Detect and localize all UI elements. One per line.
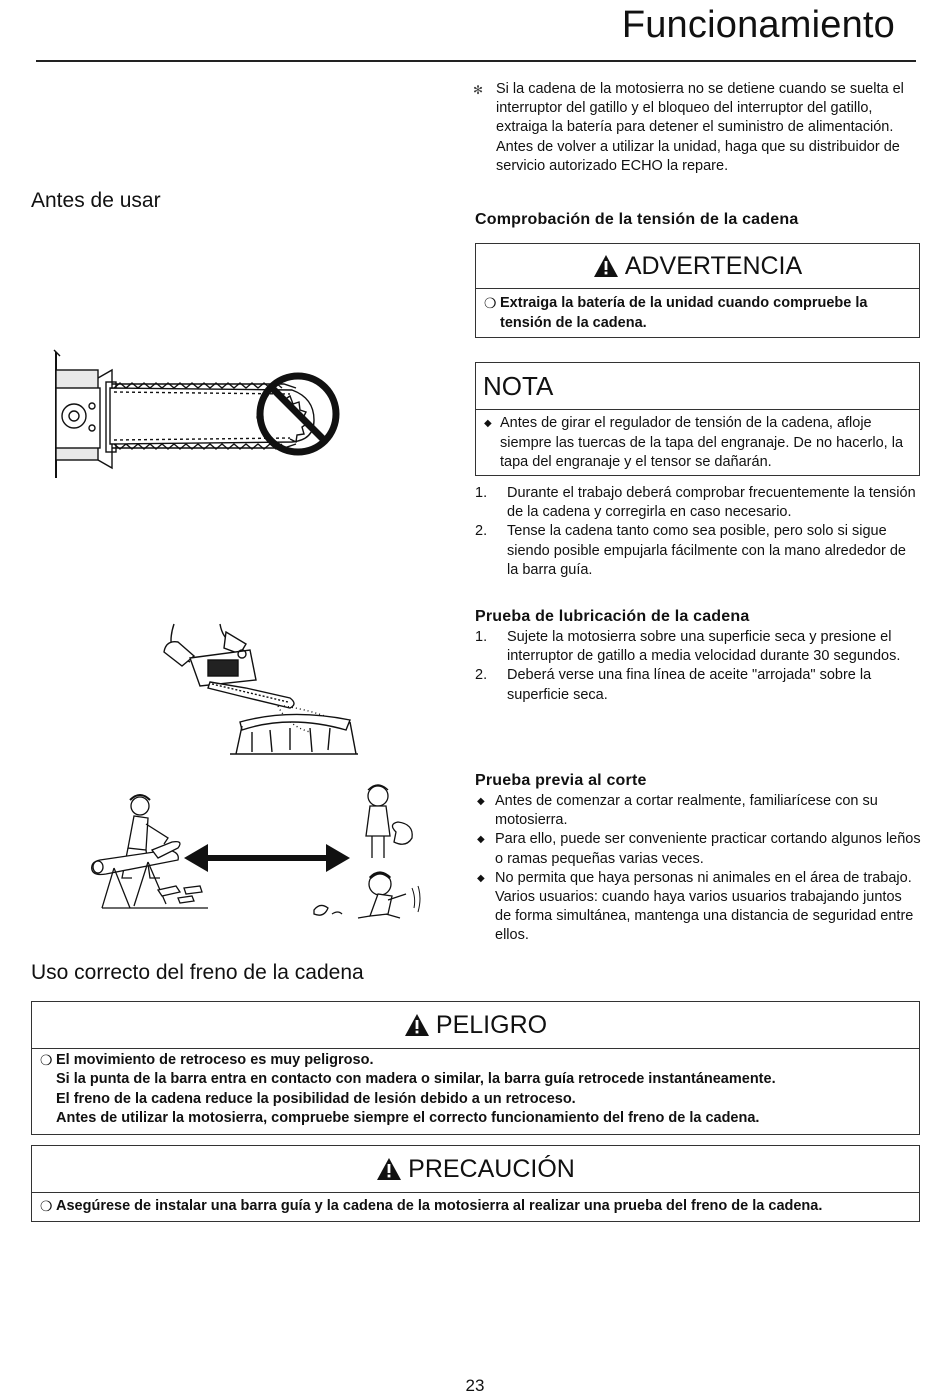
warning-box-bullet bbox=[476, 289, 919, 333]
list-item: 2. Deberá verse una fina línea de aceite "arrojada" sobre la superficie seca. bbox=[475, 667, 872, 703]
danger-line: El movimiento de retroceso es muy peligroso. bbox=[56, 1052, 374, 1068]
tension-steps-list bbox=[475, 484, 921, 580]
warning-triangle-icon bbox=[376, 1157, 402, 1181]
diamond-bullet-icon: ◆ bbox=[484, 418, 492, 429]
danger-line: Antes de utilizar la motosierra, compruebe siempre el correcto funcionamiento del freno de la cadena. bbox=[56, 1110, 760, 1127]
caution-box bbox=[31, 1145, 920, 1222]
intro-note-text: Si la cadena de la motosierra no se detiene cuando se suelta el interruptor del gatillo y el bloqueo del interruptor del gatillo, extraiga la batería para detener el suministro de alimentación. Antes de volver a utilizar la unidad, haga que su distribuidor de servicio autorizado ECHO la repare. bbox=[496, 81, 904, 174]
note-box-text: Antes de girar el regulador de tensión de la cadena, afloje siempre las tuercas de la tapa del engranaje. De no hacerlo, la tapa del engranaje y el tensor se dañarán. bbox=[500, 415, 904, 470]
caution-box-bullet bbox=[32, 1193, 919, 1216]
double-arrow-icon bbox=[184, 844, 350, 872]
pre-cut-list bbox=[475, 792, 921, 946]
intro-note bbox=[473, 80, 921, 176]
list-item: ◆ Para ello, puede ser conveniente practicar cortando algunos leños o ramas pequeñas varias veces. bbox=[477, 831, 921, 867]
note-box-header bbox=[476, 363, 919, 410]
subsection-title-prueba-previa: Prueba previa al corte bbox=[475, 772, 647, 789]
safety-distance-illustration bbox=[88, 778, 423, 923]
caution-box-header bbox=[32, 1146, 919, 1193]
diamond-bullet-icon: ◆ bbox=[477, 872, 485, 884]
danger-box-title: PELIGRO bbox=[435, 1010, 548, 1039]
warning-box-header bbox=[476, 244, 919, 289]
warning-triangle-icon bbox=[593, 254, 619, 278]
subsection-title-tension: Comprobación de la tensión de la cadena bbox=[475, 211, 799, 228]
lubrication-steps-list bbox=[475, 628, 921, 705]
circle-bullet-icon: ❍ bbox=[40, 1052, 53, 1068]
list-item: ◆ No permita que haya personas ni animales en el área de trabajo. Varios usuarios: cuando haya varios usuarios trabajando juntos de forma simultánea, mantenga una distancia de seguridad entre ellos. bbox=[477, 869, 914, 944]
header-rule bbox=[36, 60, 916, 62]
diamond-bullet-icon: ◆ bbox=[477, 796, 485, 807]
note-box-bullet bbox=[476, 410, 919, 473]
section-title-uso-correcto: Uso correcto del freno de la cadena bbox=[31, 961, 364, 984]
danger-box-bullet bbox=[40, 1051, 911, 1129]
list-item: ◆ Antes de comenzar a cortar realmente, familiarícese con su motosierra. bbox=[477, 793, 878, 829]
page-number: 23 bbox=[465, 1376, 485, 1395]
list-item: 2. Tense la cadena tanto como sea posible, pero solo si sigue siendo posible empujarla fácilmente con la mano alrededor de la barra guía. bbox=[475, 523, 906, 578]
caution-box-text: Asegúrese de instalar una barra guía y la cadena de la motosierra al realizar una prueba del freno de la cadena. bbox=[56, 1198, 823, 1214]
chainsaw-bar-illustration bbox=[52, 348, 342, 480]
circle-bullet-icon: ❍ bbox=[40, 1198, 53, 1214]
danger-line: Si la punta de la barra entra en contacto con madera o similar, la barra guía retrocede instantáneamente. bbox=[56, 1071, 776, 1088]
section-title-antes-de-usar: Antes de usar bbox=[31, 189, 161, 212]
caution-box-title: PRECAUCIÓN bbox=[408, 1154, 575, 1183]
note-box bbox=[475, 362, 920, 476]
warning-box-title: ADVERTENCIA bbox=[624, 251, 803, 280]
note-box-title: NOTA bbox=[483, 370, 554, 401]
danger-box bbox=[31, 1001, 920, 1135]
list-item: 1. Durante el trabajo deberá comprobar frecuentemente la tensión de la cadena y corregirla en caso necesario. bbox=[475, 485, 916, 521]
asterisk-icon: ✻ bbox=[473, 83, 484, 97]
list-item: 1. Sujete la motosierra sobre una superficie seca y presione el interruptor de gatillo a media velocidad durante 30 segundos. bbox=[475, 629, 901, 665]
danger-box-body bbox=[32, 1049, 919, 1129]
diamond-bullet-icon: ◆ bbox=[477, 834, 485, 846]
page-title: Funcionamiento bbox=[621, 4, 895, 46]
subsection-title-lubricacion: Prueba de lubricación de la cadena bbox=[475, 608, 750, 625]
warning-box bbox=[475, 243, 920, 338]
danger-line: El freno de la cadena reduce la posibilidad de lesión debido a un retroceso. bbox=[56, 1090, 576, 1107]
danger-box-header bbox=[32, 1002, 919, 1049]
lubrication-test-illustration bbox=[160, 622, 360, 757]
warning-triangle-icon bbox=[404, 1013, 430, 1037]
warning-box-text: Extraiga la batería de la unidad cuando compruebe la tensión de la cadena. bbox=[500, 295, 868, 331]
circle-bullet-icon: ❍ bbox=[484, 295, 497, 311]
